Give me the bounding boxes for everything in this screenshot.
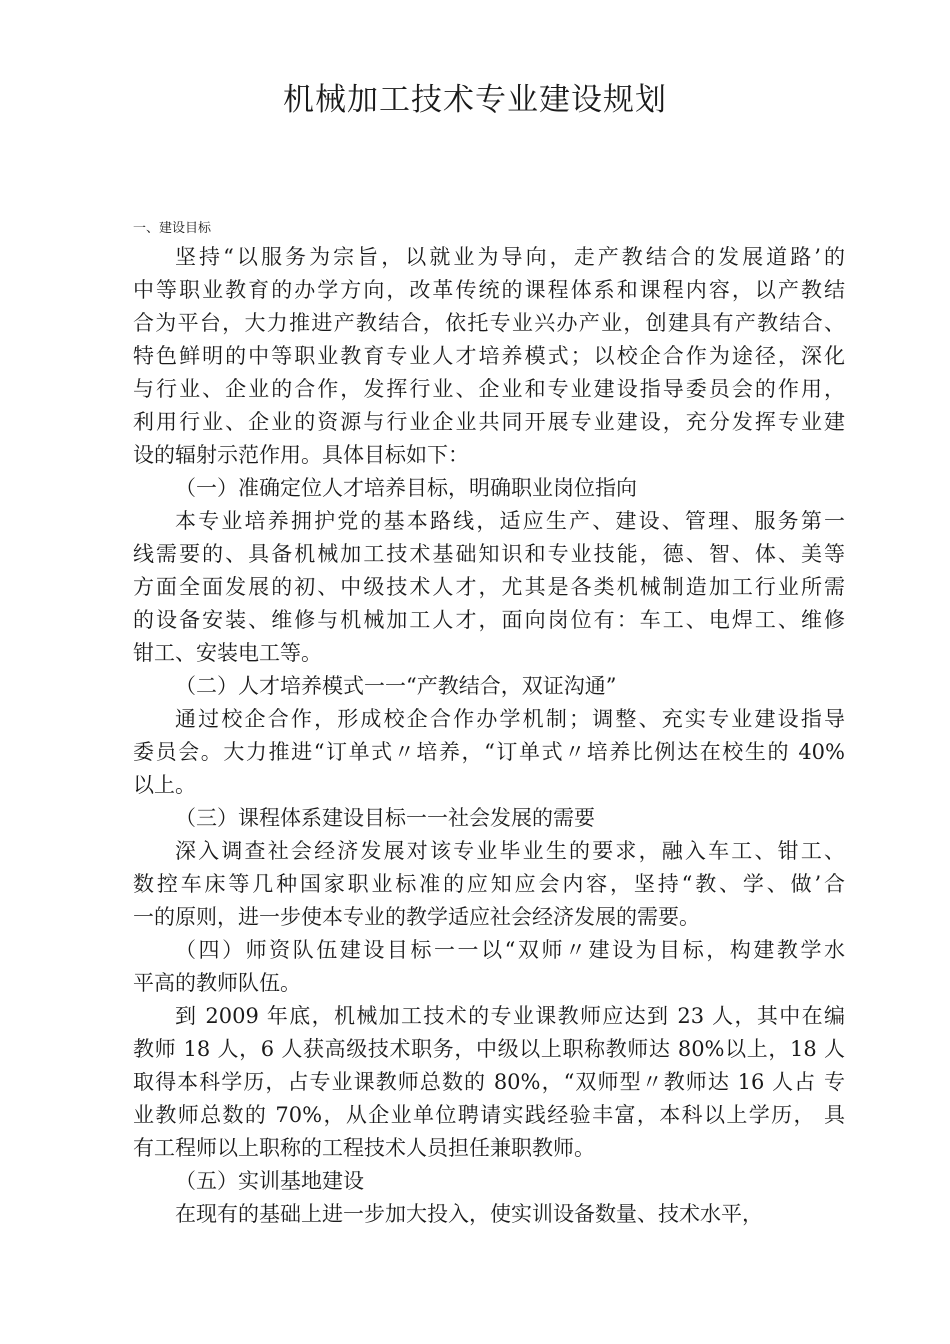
text-line: 本专业培养拥护党的基本路线，适应生产、建设、管理、服务第一: [175, 509, 845, 533]
text-line: （五）实训基地建设: [175, 1169, 364, 1193]
text-line: 教师 18 人，6 人获高级技术职务，中级以上职称教师达 80%以上，18 人: [133, 1037, 845, 1061]
text-line: （一）准确定位人才培养目标，明确职业岗位指向: [175, 476, 637, 500]
text-line: 委员会。大力推进“订单式〃培养，“订单式〃培养比例达在校生的 40%: [133, 740, 845, 764]
text-line: （四）师资队伍建设目标一一以“双师〃建设为目标，构建教学水: [175, 938, 845, 962]
text-line: （三）课程体系建设目标一一社会发展的需要: [175, 806, 595, 830]
document-body: [133, 241, 845, 1231]
text-line: 坚持“以服务为宗旨，以就业为导向，走产教结合的发展道路’的: [175, 245, 845, 269]
document-title: 机械加工技术专业建设规划: [283, 82, 667, 118]
text-line: 线需要的、具备机械加工技术基础知识和专业技能，德、智、体、美等: [133, 542, 845, 566]
text-line: （二）人才培养模式一一“产教结合，双证沟通”: [175, 674, 617, 698]
text-line: 方面全面发展的初、中级技术人才，尤其是各类机械制造加工行业所需: [133, 575, 845, 599]
text-line: 业教师总数的 70%，从企业单位聘请实践经验丰富，本科以上学历， 具: [133, 1103, 845, 1127]
text-line: 中等职业教育的办学方向，改革传统的课程体系和课程内容，以产教结: [133, 278, 845, 302]
text-line: 设的辐射示范作用。具体目标如下：: [133, 443, 469, 467]
text-line: 数控车床等几种国家职业标准的应知应会内容，坚持“教、学、做’合: [133, 872, 845, 896]
text-line: 合为平台，大力推进产教结合，依托专业兴办产业，创建具有产教结合、: [133, 311, 845, 335]
text-line: 平高的教师队伍。: [133, 971, 301, 995]
text-line: 到 2009 年底，机械加工技术的专业课教师应达到 23 人，其中在编: [175, 1004, 845, 1028]
text-line: 取得本科学历，占专业课教师总数的 80%，“双师型〃教师达 16 人占 专: [133, 1070, 845, 1094]
text-line: 通过校企合作，形成校企合作办学机制；调整、充实专业建设指导: [175, 707, 845, 731]
text-line: 以上。: [133, 773, 196, 797]
text-line: 在现有的基础上进一步加大投入，使实训设备数量、技术水平，: [175, 1202, 763, 1226]
text-line: 钳工、安装电工等。: [133, 641, 322, 665]
text-line: 有工程师以上职称的工程技术人员担任兼职教师。: [133, 1136, 595, 1160]
text-line: 特色鲜明的中等职业教育专业人才培养模式；以校企合作为途径，深化: [133, 344, 845, 368]
section-heading: 一、建设目标: [133, 221, 212, 236]
text-line: 的设备安装、维修与机械加工人才，面向岗位有：车工、电焊工、维修: [133, 608, 845, 632]
text-line: 一的原则，进一步使本专业的教学适应社会经济发展的需要。: [133, 905, 700, 929]
text-line: 与行业、企业的合作，发挥行业、企业和专业建设指导委员会的作用，: [133, 377, 845, 401]
text-line: 深入调查社会经济发展对该专业毕业生的要求，融入车工、钳工、: [175, 839, 845, 863]
text-line: 利用行业、企业的资源与行业企业共同开展专业建设，充分发挥专业建: [133, 410, 845, 434]
